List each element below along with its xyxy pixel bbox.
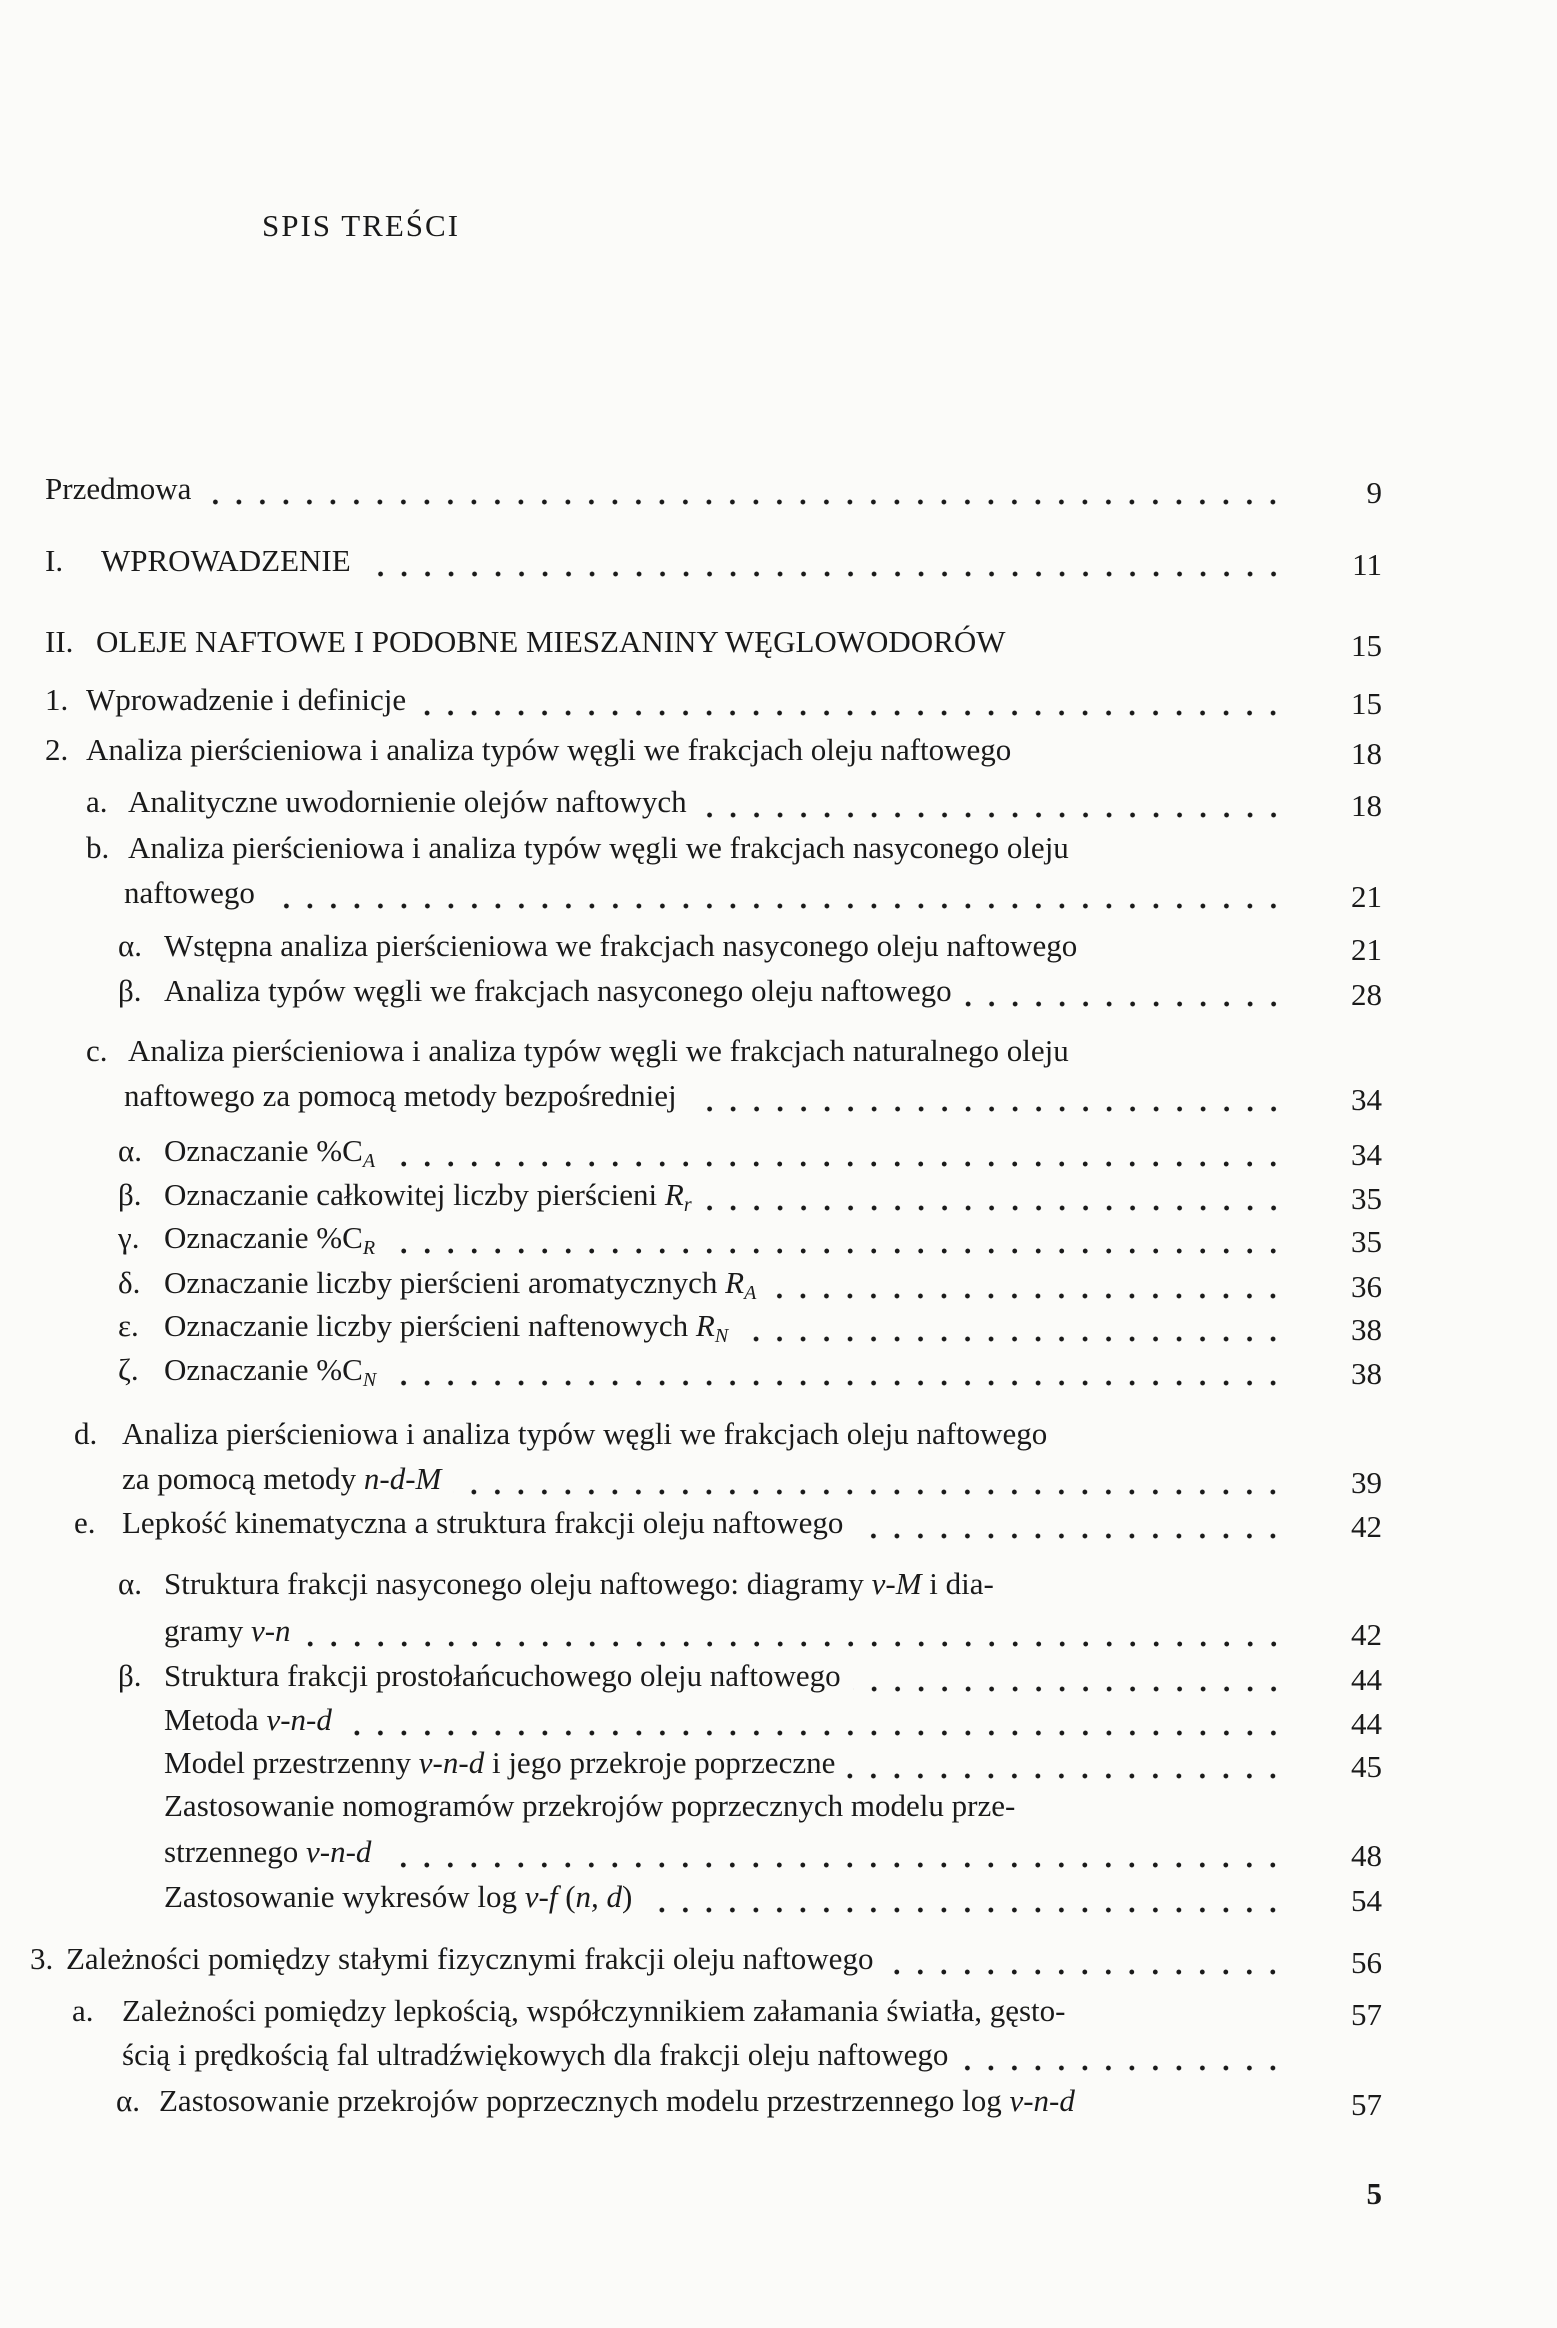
entry-title <box>159 2079 1075 2123</box>
entry-title <box>164 1173 692 1217</box>
title-segment: Lepkość kinematyczna a struktura frakcji oleju naftowego <box>122 1505 844 1540</box>
entry-page-number: 21 <box>1351 879 1382 914</box>
toc-entry <box>164 1129 1285 1173</box>
entry-label: β. <box>118 1177 142 1212</box>
entry-page-number: 15 <box>1351 628 1382 663</box>
dot-leader <box>960 2033 1285 2077</box>
subscript: N <box>714 1325 729 1347</box>
toc-entry <box>164 924 1285 968</box>
entry-page-number: 35 <box>1351 1224 1382 1259</box>
entry-page-number: 21 <box>1351 932 1382 967</box>
dot-leader <box>885 1937 1285 1981</box>
subscript: R <box>362 1237 376 1259</box>
title-segment: ν-n-d <box>306 1834 372 1869</box>
entry-page-number: 9 <box>1366 475 1382 510</box>
toc-entry <box>122 1989 1285 2033</box>
entry-label: e. <box>74 1505 96 1540</box>
toc-entry <box>96 620 1285 664</box>
title-segment: Analityczne uwodornienie olejów naftowych <box>128 784 687 819</box>
title-segment: ν-f <box>524 1879 558 1914</box>
title-segment: Oznaczanie %C <box>164 1220 363 1255</box>
toc-entry <box>66 1937 1285 1981</box>
entry-page-number: 42 <box>1351 1617 1382 1652</box>
entry-title <box>128 1029 1069 1073</box>
entry-label: β. <box>118 1658 142 1693</box>
title-segment: ν-n-d <box>266 1702 332 1737</box>
title-segment: Oznaczanie %C <box>164 1352 363 1387</box>
entry-page-number: 11 <box>1352 547 1382 582</box>
entry-page-number: 18 <box>1351 788 1382 823</box>
toc-entry <box>124 871 1285 915</box>
entry-title <box>164 1129 375 1173</box>
title-segment: ν-n-d <box>1009 2083 1075 2118</box>
toc-entry <box>101 539 1285 583</box>
dot-leader <box>853 1654 1285 1698</box>
subscript-wrap <box>363 1237 375 1259</box>
entry-page-number: 56 <box>1351 1945 1382 1980</box>
dot-leader <box>383 1830 1285 1874</box>
entry-label: α. <box>118 928 142 963</box>
entry-page-number: 35 <box>1351 1181 1382 1216</box>
entry-label: ε. <box>118 1308 139 1343</box>
entry-title <box>122 1989 1065 2033</box>
toc-entry <box>122 2033 1285 2077</box>
subscript: N <box>362 1369 377 1391</box>
toc-entry <box>164 1173 1285 1217</box>
entry-title <box>164 1304 728 1348</box>
dot-leader <box>363 539 1285 583</box>
dot-leader <box>387 1129 1285 1173</box>
entry-title <box>124 871 255 915</box>
entry-title <box>122 1412 1047 1456</box>
entry-page-number: 42 <box>1351 1509 1382 1544</box>
title-segment: R <box>695 1308 715 1343</box>
entry-title <box>96 620 1006 664</box>
entry-page-number: 38 <box>1351 1312 1382 1347</box>
entry-title <box>101 539 351 583</box>
title-segment: strzennego <box>164 1834 307 1869</box>
title-segment: R <box>664 1177 684 1212</box>
title-segment: Analiza pierścieniowa i analiza typów węgli we frakcjach naturalnego oleju <box>128 1033 1069 1068</box>
entry-title <box>128 780 687 824</box>
toc-entry <box>164 1698 1285 1742</box>
title-segment: i jego przekroje poprzeczne <box>484 1745 836 1780</box>
entry-title <box>128 826 1069 870</box>
toc-entry <box>164 1875 1285 1919</box>
title-segment: OLEJE NAFTOWE I PODOBNE MIESZANINY WĘGLOWODORÓW <box>96 624 1006 659</box>
dot-leader <box>344 1698 1285 1742</box>
toc-entry <box>122 1412 1285 1456</box>
title-segment: Analiza pierścieniowa i analiza typów węgli we frakcjach nasyconego oleju <box>128 830 1069 865</box>
entry-page-number: 39 <box>1351 1465 1382 1500</box>
page-title: SPIS TREŚCI <box>262 208 461 243</box>
toc-entry <box>164 1562 1285 1606</box>
title-segment: za pomocą metody <box>122 1461 364 1496</box>
entry-page-number: 44 <box>1351 1662 1382 1697</box>
entry-label: δ. <box>118 1265 141 1300</box>
toc-entry <box>159 2079 1285 2123</box>
title-segment: R <box>725 1265 745 1300</box>
entry-page-number: 18 <box>1351 736 1382 771</box>
title-segment: Zastosowanie nomogramów przekrojów poprzecznych modelu prze- <box>164 1788 1016 1823</box>
toc-entry <box>86 678 1285 722</box>
entry-title <box>86 678 406 722</box>
title-segment: Zależności pomiędzy stałymi fizycznymi frakcji oleju naftowego <box>66 1941 874 1976</box>
toc-entry <box>45 467 1285 511</box>
title-segment: Oznaczanie liczby pierścieni naftenowych <box>164 1308 696 1343</box>
toc-entry <box>128 826 1285 870</box>
entry-page-number: 34 <box>1351 1137 1382 1172</box>
entry-title <box>164 1741 835 1785</box>
title-segment: Analiza pierścieniowa i analiza typów węgli we frakcjach oleju naftowego <box>86 732 1012 767</box>
entry-label: b. <box>86 830 110 865</box>
page-number: 5 <box>1366 2176 1382 2211</box>
entry-page-number: 15 <box>1351 686 1382 721</box>
entry-page-number: 45 <box>1351 1749 1382 1784</box>
entry-label: γ. <box>118 1220 140 1255</box>
title-segment: ścią i prędkością fal ultradźwiękowych dla frakcji oleju naftowego <box>122 2037 949 2072</box>
toc-entry <box>164 1261 1285 1305</box>
subscript-wrap <box>684 1194 692 1216</box>
title-segment: ν-n-d <box>418 1745 485 1780</box>
entry-label: I. <box>45 543 64 578</box>
dot-leader <box>740 1304 1285 1348</box>
dot-leader <box>203 467 1285 511</box>
dot-leader <box>453 1457 1285 1501</box>
dot-leader <box>388 1348 1285 1392</box>
title-segment: Zależności pomiędzy lepkością, współczynnikiem załamania światła, gęsto- <box>122 1993 1066 2028</box>
entry-page-number: 54 <box>1351 1883 1382 1918</box>
entry-label: β. <box>118 973 142 1008</box>
title-segment: Zastosowanie wykresów log <box>164 1879 525 1914</box>
entry-page-number: 57 <box>1351 1997 1382 2032</box>
title-segment: n-d-M <box>363 1461 442 1496</box>
dot-leader <box>387 1216 1285 1260</box>
toc-entry <box>164 1304 1285 1348</box>
entry-page-number: 34 <box>1351 1082 1382 1117</box>
entry-label: a. <box>86 784 108 819</box>
toc-entry <box>122 1457 1285 1501</box>
entry-label: 1. <box>45 682 69 717</box>
title-segment: Oznaczanie %C <box>164 1133 363 1168</box>
toc-entry <box>86 728 1285 772</box>
title-segment: ( <box>557 1879 576 1914</box>
entry-title <box>122 2033 948 2077</box>
entry-title <box>164 924 1077 968</box>
dot-leader <box>689 1074 1285 1118</box>
entry-title <box>122 1501 843 1545</box>
dot-leader <box>704 1173 1285 1217</box>
title-segment: Oznaczanie liczby pierścieni aromatycznych <box>164 1265 726 1300</box>
dot-leader <box>303 1609 1285 1653</box>
entry-title <box>66 1937 873 1981</box>
subscript-wrap <box>363 1369 376 1391</box>
entry-title <box>45 467 191 511</box>
title-segment: Analiza typów węgli we frakcjach nasyconego oleju naftowego <box>164 973 952 1008</box>
subscript: r <box>683 1194 692 1216</box>
title-segment: Oznaczanie całkowitej liczby pierścieni <box>164 1177 665 1212</box>
toc-entry <box>128 780 1285 824</box>
subscript-wrap <box>363 1150 375 1172</box>
toc-entry <box>164 1741 1285 1785</box>
title-segment: naftowego <box>124 875 255 910</box>
title-segment: Analiza pierścieniowa i analiza typów węgli we frakcjach oleju naftowego <box>122 1416 1048 1451</box>
entry-label: c. <box>86 1033 108 1068</box>
toc-entry <box>164 1830 1285 1874</box>
entry-label: ζ. <box>118 1352 139 1387</box>
dot-leader <box>964 969 1285 1013</box>
entry-label: α. <box>116 2083 140 2118</box>
entry-page-number: 57 <box>1351 2087 1382 2122</box>
entry-title <box>164 1261 756 1305</box>
title-segment: Wprowadzenie i definicje <box>86 682 407 717</box>
title-segment: ν-n <box>250 1613 291 1648</box>
title-segment: naftowego za pomocą metody bezpośredniej <box>124 1078 677 1113</box>
entry-page-number: 28 <box>1351 977 1382 1012</box>
toc-entry <box>164 1216 1285 1260</box>
entry-label: II. <box>45 624 74 659</box>
entry-title <box>164 1348 376 1392</box>
entry-title <box>164 1830 371 1874</box>
entry-title <box>164 1784 1015 1828</box>
toc-entry <box>124 1074 1285 1118</box>
title-segment: Struktura frakcji nasyconego oleju naftowego: diagramy <box>164 1566 872 1601</box>
title-segment: Model przestrzenny <box>164 1745 419 1780</box>
entry-label: a. <box>72 1993 94 2028</box>
entry-title <box>164 1562 994 1606</box>
subscript-wrap <box>744 1282 756 1304</box>
toc-entry <box>164 969 1285 1013</box>
dot-leader <box>847 1741 1285 1785</box>
entry-label: d. <box>74 1416 98 1451</box>
entry-page-number: 48 <box>1351 1838 1382 1873</box>
title-segment: i dia- <box>921 1566 994 1601</box>
dot-leader <box>418 678 1285 722</box>
title-segment: ) <box>622 1879 633 1914</box>
title-segment: n, d <box>575 1879 623 1914</box>
entry-title <box>164 1216 375 1260</box>
entry-title <box>164 1698 332 1742</box>
toc-entry <box>122 1501 1285 1545</box>
title-segment: WPROWADZENIE <box>101 543 351 578</box>
dot-leader <box>855 1501 1285 1545</box>
toc-entry <box>128 1029 1285 1073</box>
dot-leader <box>267 871 1285 915</box>
entry-title <box>86 728 1011 772</box>
entry-label: 3. <box>30 1941 54 1976</box>
subscript: A <box>744 1282 757 1304</box>
entry-title <box>164 1654 841 1698</box>
entry-title <box>124 1074 677 1118</box>
title-segment: gramy <box>164 1613 251 1648</box>
title-segment: ν-M <box>871 1566 922 1601</box>
title-segment: Struktura frakcji prostołańcuchowego oleju naftowego <box>164 1658 841 1693</box>
entry-title <box>164 1875 632 1919</box>
toc-entry <box>164 1784 1285 1828</box>
toc-entry <box>164 1654 1285 1698</box>
entry-label: 2. <box>45 732 69 767</box>
entry-label: α. <box>118 1566 142 1601</box>
entry-title <box>122 1457 441 1501</box>
dot-leader <box>768 1261 1285 1305</box>
title-segment: Przedmowa <box>45 471 192 506</box>
title-segment: Metoda <box>164 1702 267 1737</box>
entry-page-number: 44 <box>1351 1706 1382 1741</box>
toc-entry <box>164 1348 1285 1392</box>
entry-label: α. <box>118 1133 142 1168</box>
title-segment: Wstępna analiza pierścieniowa we frakcjach nasyconego oleju naftowego <box>164 928 1078 963</box>
title-segment: Zastosowanie przekrojów poprzecznych modelu przestrzennego log <box>159 2083 1010 2118</box>
dot-leader <box>699 780 1285 824</box>
dot-leader <box>644 1875 1285 1919</box>
entry-page-number: 36 <box>1351 1269 1382 1304</box>
subscript: A <box>362 1150 376 1172</box>
subscript-wrap <box>715 1325 728 1347</box>
entry-title <box>164 1609 291 1653</box>
entry-title <box>164 969 952 1013</box>
toc-entry <box>164 1609 1285 1653</box>
entry-page-number: 38 <box>1351 1356 1382 1391</box>
